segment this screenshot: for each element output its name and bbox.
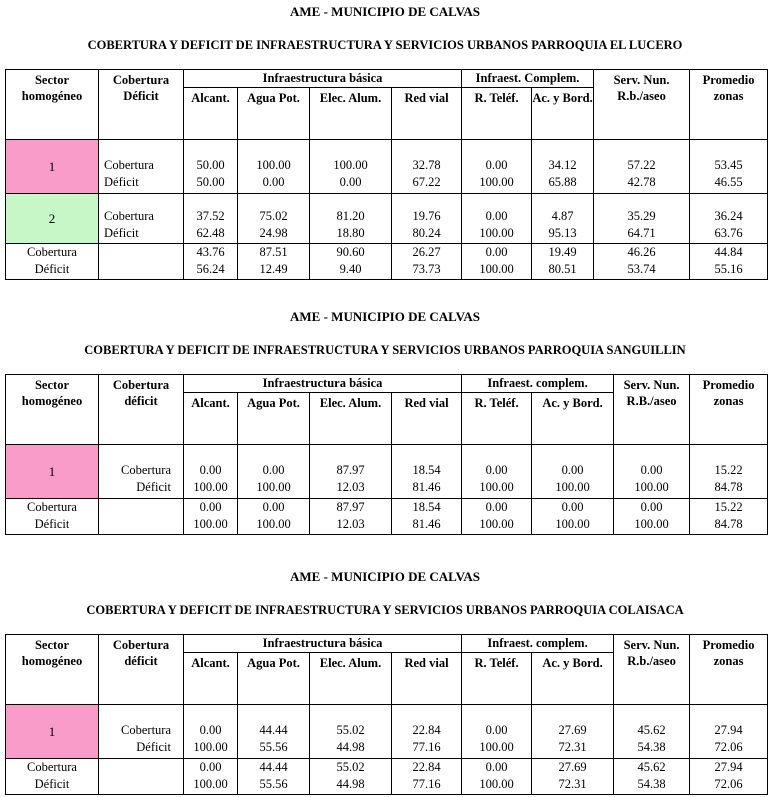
- table-row: [6, 194, 768, 244]
- cell-serv: 0.00 100.00: [614, 445, 690, 499]
- cell-elec: 100.00 0.00: [310, 140, 392, 194]
- cell-red-vial: 18.54 81.46: [392, 445, 462, 499]
- header-infra-basic: Infraestructura básica: [184, 635, 462, 653]
- header-sector: Sector homogéneo: [6, 635, 99, 705]
- table-row-total: [6, 499, 768, 535]
- header-r-telef: R. Teléf.: [462, 653, 532, 705]
- cell-r-telef: 0.00 100.00: [462, 499, 532, 535]
- cell-red-vial: 26.27 73.73: [392, 244, 462, 280]
- header-red-vial: Red vial: [392, 393, 462, 445]
- cell-red-vial: 19.76 80.24: [392, 194, 462, 244]
- cell-serv: 0.00 100.00: [614, 499, 690, 535]
- cell-alcant: 0.00 100.00: [184, 705, 238, 759]
- header-promedio: Promedio zonas: [690, 375, 768, 445]
- cell-agua: 0.00 100.00: [238, 445, 310, 499]
- table-row-total: [6, 244, 768, 280]
- cell-r-telef: 0.00 100.00: [462, 244, 532, 280]
- cell-elec: 90.60 9.40: [310, 244, 392, 280]
- header-sector: Sector homogéneo: [6, 70, 99, 140]
- header-promedio: Promedio zonas: [690, 70, 768, 140]
- table-row: [6, 140, 768, 194]
- header-sector: Sector homogéneo: [6, 375, 99, 445]
- table-row: [6, 445, 768, 499]
- empty-cell: [99, 759, 184, 795]
- header-coverage: Cobertura déficit: [99, 635, 184, 705]
- header-infra-complem: Infraest. Complem.: [462, 70, 594, 88]
- cell-promedio: 27.94 72.06: [690, 759, 768, 795]
- cell-ac-bord: 27.69 72.31: [532, 705, 614, 759]
- header-serv: Serv. Nun. R.B./aseo: [614, 375, 690, 445]
- header-elec: Elec. Alum.: [310, 88, 392, 140]
- cell-elec: 55.02 44.98: [310, 705, 392, 759]
- cell-agua: 0.00 100.00: [238, 499, 310, 535]
- header-agua: Agua Pot.: [238, 393, 310, 445]
- header-serv: Serv. Nun. R.b./aseo: [614, 635, 690, 705]
- cell-serv: 46.26 53.74: [594, 244, 690, 280]
- header-agua: Agua Pot.: [238, 653, 310, 705]
- header-coverage: Cobertura Déficit: [99, 70, 184, 140]
- total-labels: Cobertura Déficit: [6, 759, 99, 795]
- empty-cell: [99, 244, 184, 280]
- org-title-3: AME - MUNICIPIO DE CALVAS: [290, 569, 480, 584]
- header-coverage: Cobertura déficit: [99, 375, 184, 445]
- cell-r-telef: 0.00 100.00: [462, 705, 532, 759]
- cell-agua: 75.02 24.98: [238, 194, 310, 244]
- cell-ac-bord: 4.87 95.13: [532, 194, 594, 244]
- cell-promedio: 44.84 55.16: [690, 244, 768, 280]
- cell-ac-bord: 19.49 80.51: [532, 244, 594, 280]
- table-row-total: [6, 759, 768, 795]
- sector-id: 1: [6, 140, 99, 194]
- cell-r-telef: 0.00 100.00: [462, 445, 532, 499]
- header-infra-complem: Infraest. complem.: [462, 375, 614, 393]
- cell-alcant: 0.00 100.00: [184, 445, 238, 499]
- header-r-telef: R. Teléf.: [462, 393, 532, 445]
- cell-promedio: 15.22 84.78: [690, 499, 768, 535]
- cell-red-vial: 22.84 77.16: [392, 705, 462, 759]
- header-alcant: Alcant.: [184, 653, 238, 705]
- cell-ac-bord: 34.12 65.88: [532, 140, 594, 194]
- header-infra-basic: Infraestructura básica: [184, 70, 462, 88]
- cell-r-telef: 0.00 100.00: [462, 194, 532, 244]
- header-infra-basic: Infraestructura básica: [184, 375, 462, 393]
- header-infra-complem: Infraest. complem.: [462, 635, 614, 653]
- sector-id: 1: [6, 705, 99, 759]
- total-labels: Cobertura Déficit: [6, 244, 99, 280]
- table-row: [6, 705, 768, 759]
- org-title-1: AME - MUNICIPIO DE CALVAS: [290, 4, 480, 19]
- cell-ac-bord: 27.69 72.31: [532, 759, 614, 795]
- row-labels: Cobertura Déficit: [99, 140, 184, 194]
- cell-alcant: 0.00 100.00: [184, 499, 238, 535]
- cell-promedio: 53.45 46.55: [690, 140, 768, 194]
- header-elec: Elec. Alum.: [310, 393, 392, 445]
- cell-elec: 87.97 12.03: [310, 445, 392, 499]
- cell-agua: 100.00 0.00: [238, 140, 310, 194]
- header-elec: Elec. Alum.: [310, 653, 392, 705]
- cell-elec: 55.02 44.98: [310, 759, 392, 795]
- org-title-2: AME - MUNICIPIO DE CALVAS: [290, 309, 480, 324]
- header-ac-bord: Ac. y Bord.: [532, 88, 594, 140]
- header-agua: Agua Pot.: [238, 88, 310, 140]
- sector-id: 1: [6, 445, 99, 499]
- row-labels: Cobertura Déficit: [99, 705, 184, 759]
- header-ac-bord: Ac. y Bord.: [532, 393, 614, 445]
- header-red-vial: Red vial: [392, 653, 462, 705]
- cell-alcant: 43.76 56.24: [184, 244, 238, 280]
- table-sanguillin: [5, 374, 768, 535]
- cell-elec: 81.20 18.80: [310, 194, 392, 244]
- table-title-2: COBERTURA Y DEFICIT DE INFRAESTRUCTURA Y SERVICIOS URBANOS PARROQUIA SANGUILLIN: [84, 343, 686, 357]
- cell-r-telef: 0.00 100.00: [462, 140, 532, 194]
- row-labels: Cobertura Déficit: [99, 445, 184, 499]
- cell-agua: 87.51 12.49: [238, 244, 310, 280]
- cell-alcant: 50.00 50.00: [184, 140, 238, 194]
- header-serv: Serv. Nun. R.b./aseo: [594, 70, 690, 140]
- table-title-1: COBERTURA Y DEFICIT DE INFRAESTRUCTURA Y SERVICIOS URBANOS PARROQUIA EL LUCERO: [87, 38, 683, 52]
- sector-id: 2: [6, 194, 99, 244]
- cell-promedio: 15.22 84.78: [690, 445, 768, 499]
- header-red-vial: Red vial: [392, 88, 462, 140]
- cell-red-vial: 18.54 81.46: [392, 499, 462, 535]
- cell-elec: 87.97 12.03: [310, 499, 392, 535]
- table-el-lucero: [5, 69, 768, 280]
- total-labels: Cobertura Déficit: [6, 499, 99, 535]
- cell-agua: 44.44 55.56: [238, 759, 310, 795]
- cell-serv: 45.62 54.38: [614, 759, 690, 795]
- header-promedio: Promedio zonas: [690, 635, 768, 705]
- empty-cell: [99, 499, 184, 535]
- cell-promedio: 36.24 63.76: [690, 194, 768, 244]
- header-r-telef: R. Teléf.: [462, 88, 532, 140]
- cell-alcant: 0.00 100.00: [184, 759, 238, 795]
- header-alcant: Alcant.: [184, 393, 238, 445]
- cell-r-telef: 0.00 100.00: [462, 759, 532, 795]
- header-ac-bord: Ac. y Bord.: [532, 653, 614, 705]
- cell-alcant: 37.52 62.48: [184, 194, 238, 244]
- header-alcant: Alcant.: [184, 88, 238, 140]
- table-colaisaca: [5, 634, 768, 795]
- row-labels: Cobertura Déficit: [99, 194, 184, 244]
- cell-serv: 35.29 64.71: [594, 194, 690, 244]
- cell-agua: 44.44 55.56: [238, 705, 310, 759]
- cell-red-vial: 32.78 67.22: [392, 140, 462, 194]
- cell-serv: 45.62 54.38: [614, 705, 690, 759]
- cell-ac-bord: 0.00 100.00: [532, 499, 614, 535]
- cell-serv: 57.22 42.78: [594, 140, 690, 194]
- cell-promedio: 27.94 72.06: [690, 705, 768, 759]
- cell-red-vial: 22.84 77.16: [392, 759, 462, 795]
- cell-ac-bord: 0.00 100.00: [532, 445, 614, 499]
- table-title-3: COBERTURA Y DEFICIT DE INFRAESTRUCTURA Y SERVICIOS URBANOS PARROQUIA COLAISACA: [86, 603, 684, 617]
